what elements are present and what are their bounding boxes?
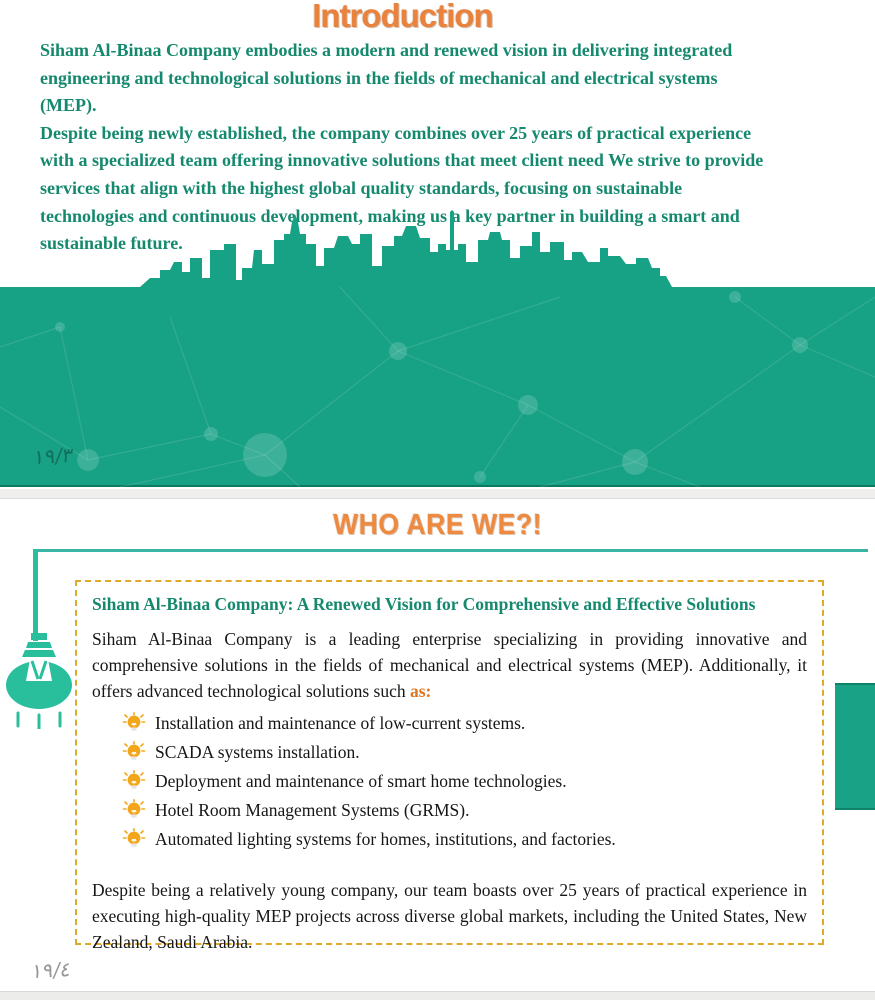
page-number-2: ١٩/٤: [30, 956, 73, 984]
list-item: [122, 825, 807, 854]
bottom-scrollbar-track[interactable]: [0, 991, 875, 1000]
lightbulb-icon: [122, 770, 146, 794]
intro-p2-line: technologies and continuous development, making us a key partner in building a smart and: [40, 205, 740, 226]
network-pattern: [0, 287, 875, 487]
list-item: [122, 709, 807, 738]
list-item: [122, 767, 807, 796]
highlighted-as: as:: [410, 680, 432, 701]
intro-p2-line: Despite being newly established, the company combines over 25 years of practical experience: [40, 122, 752, 143]
green-banner: [0, 287, 875, 487]
city-skyline-icon: [0, 210, 875, 290]
page-title: WHO ARE WE?!: [332, 509, 543, 541]
box-heading: Siham Al-Binaa Company: A Renewed Vision for Comprehensive and Effective Solutions: [92, 594, 756, 614]
intro-p1-line: Siham Al-Binaa Company embodies a modern and renewed vision in delivering integrated: [40, 40, 733, 60]
lightbulb-icon: [122, 712, 146, 736]
who-we-are-box: [75, 580, 824, 952]
page-1: [0, 0, 875, 487]
hanging-lightbulb-icon: [4, 633, 76, 729]
lightbulb-icon: [122, 799, 146, 823]
teal-divider-line: [36, 549, 868, 552]
list-item-text: Automated lighting systems for homes, institutions, and factories.: [155, 829, 616, 850]
intro-p1-line: engineering and technological solutions in the fields of mechanical and electrical systems: [40, 67, 718, 88]
list-item: [122, 738, 807, 767]
list-item: [122, 796, 807, 825]
box-paragraph-1: [92, 627, 807, 704]
box-paragraph-2: Despite being a relatively young company, our team boasts over 25 years of practical experience in executing high-quality MEP projects across diverse global markets, including the United States, New Zealand, Saudi Arabia.: [92, 880, 807, 952]
lamp-cord: [33, 549, 38, 641]
page-separator: [0, 489, 875, 499]
services-list: [122, 709, 807, 854]
list-item-text: SCADA systems installation.: [155, 742, 360, 763]
list-item-text: Hotel Room Management Systems (GRMS).: [155, 800, 470, 821]
page-title: Introduction: [312, 0, 493, 34]
intro-p2-line: with a specialized team offering innovative solutions that meet client need We strive to provide: [40, 150, 764, 171]
intro-p1-line: (MEP).: [40, 95, 97, 116]
list-item-text: Deployment and maintenance of smart home technologies.: [155, 771, 567, 792]
box-paragraph-1-text: Siham Al-Binaa Company is a leading enterprise specializing in providing innovative and comprehensive solutions in the fields of mechanical and electrical systems (MEP). Additionally, it offers advanced technological solutions such: [92, 629, 807, 701]
list-item-text: Installation and maintenance of low-current systems.: [155, 713, 526, 734]
lightbulb-icon: [122, 741, 146, 765]
page-2: [0, 500, 875, 991]
side-tab-marker: [835, 683, 875, 810]
lightbulb-icon: [122, 828, 146, 852]
page-number-1: ١٩/٣: [32, 442, 75, 470]
intro-p2-line: services that align with the highest global quality standards, focusing on sustainable: [40, 177, 683, 198]
intro-p2-line: sustainable future.: [40, 233, 183, 254]
